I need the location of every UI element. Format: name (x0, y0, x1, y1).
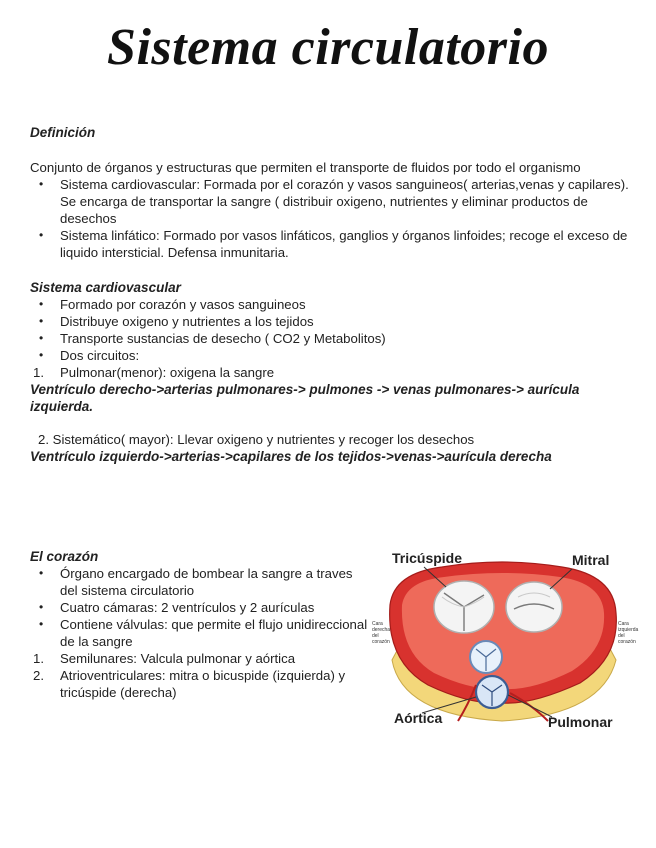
document-body (30, 124, 630, 465)
definicion-heading: Definición (30, 125, 96, 140)
list-item (30, 650, 370, 667)
list-item-text: Pulmonar(menor): oxigena la sangre (60, 365, 275, 380)
aortic-valve (476, 676, 508, 708)
list-item: • Distribuye oxigeno y nutrientes a los tejidos (30, 313, 630, 330)
list-item (30, 667, 370, 701)
mitral-valve (506, 582, 562, 632)
systemic-item: 2. Sistemático( mayor): Llevar oxigeno y nutrientes y recoger los desechos (38, 432, 475, 447)
label-mitral: Mitral (572, 552, 610, 568)
list-number: 2. (33, 668, 44, 683)
list-item: • Transporte sustancias de desecho ( CO2 y Metabolitos) (30, 330, 630, 347)
list-item: • Contiene válvulas: que permite el flujo unidireccional de la sangre (30, 616, 370, 650)
list-item: • Órgano encargado de bombear la sangre a traves del sistema circulatorio (30, 565, 370, 599)
heart-valves-figure (372, 545, 639, 735)
list-item (30, 364, 630, 381)
list-item: • Dos circuitos: (30, 347, 630, 364)
list-number: 1. (33, 651, 44, 666)
cardiovascular-heading: Sistema cardiovascular (30, 280, 181, 295)
heart-valves-illustration (372, 545, 639, 735)
list-item: • Formado por corazón y vasos sanguineos (30, 296, 630, 313)
list-item-text: Atrioventriculares: mitra o bicuspide (izquierda) y tricúspide (derecha) (60, 668, 346, 700)
label-tricuspide: Tricúspide (392, 550, 463, 566)
label-cara-derecha: Cara derecha del corazón (372, 621, 391, 645)
systemic-route: Ventrículo izquierdo->arterias->capilares de los tejidos->venas->aurícula derecha (30, 449, 552, 464)
list-item: • Sistema cardiovascular: Formada por el corazón y vasos sanguineos( arterias,venas y capilares). Se encarga de transportar la sangre ( distribuir oxigeno, nutrientes y eliminar productos de desechos (30, 176, 630, 227)
definicion-intro: Conjunto de órganos y estructuras que permiten el transporte de fluidos por todo el organismo (30, 160, 581, 175)
corazon-heading: El corazón (30, 549, 99, 564)
tricuspid-valve (434, 581, 494, 633)
list-item: • Cuatro cámaras: 2 ventrículos y 2 aurículas (30, 599, 370, 616)
corazon-list (30, 565, 370, 650)
pulmonary-valve (470, 641, 502, 673)
list-number: 1. (33, 365, 44, 380)
circuit-list (30, 364, 630, 381)
valve-list (30, 650, 370, 701)
list-item-text: Semilunares: Valcula pulmonar y aórtica (60, 651, 296, 666)
list-item: • Sistema linfático: Formado por vasos linfáticos, ganglios y órganos linfoides; recoge el exceso de liquido intersticial. Defensa inmunitaria. (30, 227, 630, 261)
pulmonary-route: Ventrículo derecho->arterias pulmonares-> pulmones -> venas pulmonares-> aurícula izquierda. (30, 382, 580, 414)
definicion-list (30, 176, 630, 261)
label-aortica: Aórtica (394, 710, 443, 726)
corazon-section (30, 548, 370, 701)
label-pulmonar: Pulmonar (548, 714, 613, 730)
cardiovascular-list (30, 296, 630, 364)
label-cara-izquierda: Cara izquierda del corazón (618, 621, 639, 645)
page-title: Sistema circulatorio (107, 19, 549, 76)
